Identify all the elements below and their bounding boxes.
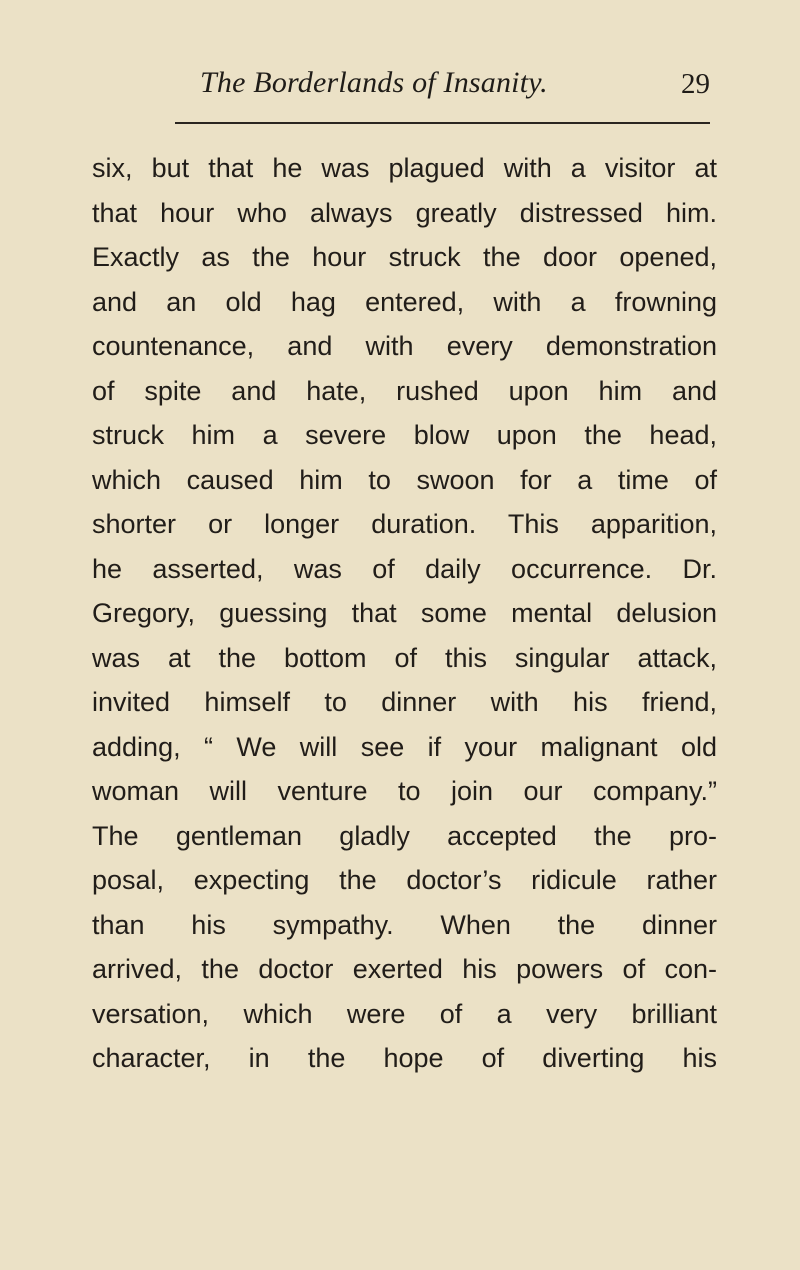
body-text	[92, 146, 717, 1081]
text-line: arrived, the doctor exerted his powers of con-	[92, 954, 717, 984]
text-line: was at the bottom of this singular attack,	[92, 642, 717, 673]
text-line: struck him a severe blow upon the head,	[92, 420, 717, 450]
text-line: character, in the hope of diverting his	[92, 1043, 717, 1073]
text-line: Exactly as the hour struck the door opened,	[92, 242, 717, 272]
text-line: countenance, and with every demonstration	[92, 331, 717, 361]
text-line: shorter or longer duration. This apparition,	[92, 509, 717, 539]
text-line: adding, “ We will see if your malignant old	[92, 731, 717, 762]
text-line: The gentleman gladly accepted the pro-	[92, 820, 717, 851]
running-head	[140, 66, 710, 106]
text-line: posal, expecting the doctor’s ridicule rather	[92, 865, 717, 895]
text-line: invited himself to dinner with his friend,	[92, 687, 717, 717]
running-title: The Borderlands of Insanity.	[200, 66, 548, 99]
text-line: that hour who always greatly distressed him.	[92, 197, 717, 228]
text-line: he asserted, was of daily occurrence. Dr.	[92, 553, 717, 584]
text-line: which caused him to swoon for a time of	[92, 464, 717, 495]
page-number: 29	[681, 68, 710, 100]
text-line: Gregory, guessing that some mental delusion	[92, 598, 717, 628]
text-line: woman will venture to join our company.”	[92, 776, 717, 806]
text-line: of spite and hate, rushed upon him and	[92, 375, 717, 406]
text-line: than his sympathy. When the dinner	[92, 909, 717, 940]
text-line: six, but that he was plagued with a visitor at	[92, 153, 717, 183]
header-rule	[175, 122, 710, 124]
text-line: and an old hag entered, with a frowning	[92, 286, 717, 317]
text-line: versation, which were of a very brilliant	[92, 998, 717, 1029]
